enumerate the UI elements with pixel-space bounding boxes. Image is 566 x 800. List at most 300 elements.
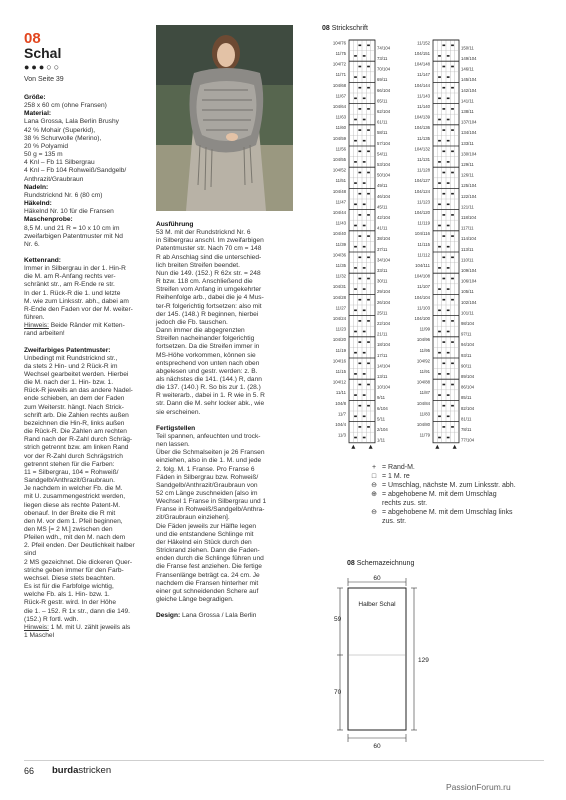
col2.fert-line: Fäden in Silbergrau bzw. Rohweiß/ <box>156 473 259 481</box>
row-label-left: 104/55 <box>332 157 346 162</box>
row-label-right: 14/104 <box>377 363 391 369</box>
col1.zweif-line: vor der R-Zahl durch Schrägstrich <box>24 452 123 460</box>
col2.ausf-line: entsprechend von unten nach oben <box>156 359 260 367</box>
row-label-left: 104/64 <box>332 104 346 109</box>
schema-bottom-width: 60 <box>373 743 381 750</box>
instructions-column-1 <box>24 94 159 640</box>
row-label-right: 66/104 <box>377 87 391 93</box>
row-label-right: 106/104 <box>461 278 477 284</box>
row-label-left: 104/76 <box>332 40 346 46</box>
row-label-left: 104/96 <box>416 337 430 343</box>
row-label-left: 11/152 <box>417 40 430 46</box>
crochet-heading: Häkelnd: <box>24 200 52 208</box>
col1.zweif-line: den M. vor dem 1. Pfeil beginnen, <box>24 517 123 525</box>
row-label-left: 104/52 <box>332 167 346 173</box>
hint-2: Hinweis: 1 M. mit U. zählt jeweils als <box>24 623 131 631</box>
row-label-left: 104/139 <box>414 114 430 120</box>
col1.zweif-line: liegen diese als rechte Patent-M. <box>24 501 121 509</box>
row-label-left: 11/71 <box>335 72 346 78</box>
col1.zweif-line: die M. nach der 1. Hin- bzw. 1. <box>24 379 114 387</box>
row-label-right: 113/11 <box>461 246 474 252</box>
col2.ausf-line: ter-R folgerichtig fortsetzen: also mit <box>156 302 262 310</box>
row-label-right: 125/104 <box>461 183 477 189</box>
row-label-left: 104/108 <box>414 273 430 279</box>
row-label-left: 11/115 <box>417 241 430 247</box>
col2.ausf-line: Reihenfolge arb., dabei die je 4 Mus- <box>156 294 264 302</box>
row-label-left: 104/31 <box>332 284 346 290</box>
row-label-right: 42/104 <box>377 215 391 220</box>
col2.fert-line: Die Fäden jeweils zur Hälfte legen <box>156 522 257 530</box>
col1.material-line: Lana Grossa, Lala Berlin Brushy <box>24 118 119 126</box>
schema-left-upper: 59 <box>334 616 342 623</box>
col1.zweif-line: ende schieben, an dem der Faden <box>24 395 125 403</box>
pattern-heading: Zweifarbiges Patentmuster: <box>24 346 111 354</box>
row-label-left: 104/88 <box>416 379 430 385</box>
col2.ausf-line: sie erscheinen. <box>156 408 201 416</box>
row-label-left: 11/147 <box>417 72 430 78</box>
row-label-left: 104/124 <box>414 188 430 194</box>
col1.ketten-line: R-Ende den Faden vor der M. weiter- <box>24 305 133 313</box>
row-label-left: 104/72 <box>332 61 346 67</box>
col2.fert-line: zit/Graubraun einziehen]. <box>156 514 230 522</box>
col2.fert-line: Fransenlänge beträgt ca. 24 cm. Je <box>156 571 260 579</box>
row-label-right: 149/104 <box>461 56 477 61</box>
row-label-right: 126/11 <box>461 172 474 178</box>
row-label-left: 11/103 <box>417 305 430 311</box>
hint-1b: rand arbeiten! <box>24 330 65 338</box>
gauge-text <box>24 225 159 249</box>
material-list <box>24 118 159 183</box>
col1.material-line: 4 Knl – Fb 104 Rohweiß/Sandgelb/ <box>24 167 127 175</box>
col1.material-line: 4 Knl – Fb 11 Silbergrau <box>24 159 95 167</box>
instructions-column-2 <box>156 221 301 620</box>
row-label-right: 70/104 <box>377 66 391 72</box>
row-label-left: 104/136 <box>414 125 430 131</box>
row-label-left: 11/43 <box>335 220 346 226</box>
legend-row <box>368 499 548 508</box>
row-label-left: 11/39 <box>335 241 346 247</box>
repeat-arrow-icon <box>351 445 355 449</box>
row-label-right: 109/104 <box>461 268 477 273</box>
row-label-right: 86/104 <box>461 384 475 390</box>
col2.ausf-line: jedoch die Fb. tauschen. <box>156 318 228 326</box>
row-label-right: 13/11 <box>377 374 388 379</box>
row-label-right: 38/104 <box>377 236 391 242</box>
col1.maschen-line: zweifarbigen Patentmuster mit Nd <box>24 232 123 240</box>
row-label-left: 104/84 <box>416 400 430 406</box>
col1.zweif-line: mit U. zusammengestrickt werden, <box>24 493 126 501</box>
col2.fert-line: Teil spannen, anfeuchten und trock- <box>156 432 261 440</box>
schema-top-width: 60 <box>373 575 381 582</box>
row-label-left: 11/75 <box>335 51 346 56</box>
row-label-right: 93/11 <box>461 352 472 358</box>
row-label-right: 53/104 <box>377 162 391 167</box>
col1.zweif-line: (152.) R fortl. wdh. <box>24 615 79 623</box>
row-label-left: 104/12 <box>332 379 346 385</box>
legend-row <box>368 463 548 472</box>
row-label-right: 41/11 <box>377 225 388 231</box>
col2.ausf-line: Dann immer die abgegrenzten <box>156 327 245 335</box>
legend-text: = abgehobene M. mit dem Umschlag <box>382 491 497 498</box>
row-label-right: 58/11 <box>377 130 388 136</box>
row-label-left: 11/56 <box>335 146 346 152</box>
row-label-right: 97/11 <box>461 331 472 337</box>
scarf-model-image <box>156 25 293 211</box>
row-label-right: 61/11 <box>377 119 388 125</box>
row-label-left: 104/111 <box>415 263 430 268</box>
row-label-left: 11/112 <box>417 252 430 258</box>
col1.ketten-line: schränkt str., am R-Ende re str. <box>24 281 115 289</box>
legend-text: zus. str. <box>382 518 407 525</box>
knitting-chart <box>322 36 512 456</box>
col1.zweif-line: Je nachdem in welcher Fb. die M. <box>24 485 123 493</box>
pattern-title: Schal <box>24 45 62 61</box>
schema-right: 129 <box>418 657 429 664</box>
chart-legend <box>368 463 548 526</box>
row-label-left: 11/140 <box>417 104 430 109</box>
col1.zweif-line: da stets 2 Hin- und 2 Rück-R im <box>24 362 118 370</box>
col1.zweif-line: 11 = Silbergrau, 104 = Rohweiß/ <box>24 468 119 476</box>
needles-text: Rundstricknd Nr. 6 (80 cm) <box>24 191 103 199</box>
row-label-left: 104/104 <box>414 294 430 300</box>
row-label-right: 2/104 <box>377 427 388 432</box>
row-label-right: 81/11 <box>461 416 472 422</box>
legend-text: = 1 M. re <box>382 473 410 480</box>
row-label-right: 89/104 <box>461 374 475 379</box>
edge-heading: Kettenrand: <box>24 256 61 264</box>
row-label-right: 29/104 <box>377 289 391 295</box>
col1.zweif-line: Rand nach der R-Zahl durch Schräg- <box>24 436 133 444</box>
col1.material-line: 42 % Mohair (Superkid), <box>24 126 96 134</box>
from-page: Von Seite 39 <box>24 76 64 83</box>
row-label-right: 22/104 <box>377 321 391 326</box>
col2.fert-line: gleiche Länge begradigen. <box>156 596 234 604</box>
col1.zweif-line: obenauf. In der Breite die R mit <box>24 509 116 517</box>
row-label-left: 104/24 <box>332 316 346 321</box>
row-label-right: 6/104 <box>377 405 388 411</box>
schema-title: 08 Schemazeichnung <box>347 560 415 567</box>
col1.zweif-line: die 1. – 152. R 1x str., dann die 149. <box>24 607 130 615</box>
row-label-left: 11/27 <box>335 305 346 311</box>
row-label-left: 104/92 <box>416 358 430 364</box>
schema-drawing <box>332 570 462 750</box>
row-label-left: 11/19 <box>335 347 346 353</box>
row-label-left: 104/36 <box>332 252 346 258</box>
col2.ausf-line: die 137. (140.) R. So bis zur 1. (28.) <box>156 384 261 392</box>
schema-left-lower: 70 <box>334 689 342 696</box>
row-label-left: 104/144 <box>414 82 430 88</box>
finishing-text <box>156 433 301 604</box>
row-label-left: 11/87 <box>419 390 430 396</box>
row-label-right: 1/11 <box>377 437 386 443</box>
row-label-right: 26/104 <box>377 299 391 305</box>
crochet-text: Häkelnd Nr. 10 für die Fransen <box>24 208 114 216</box>
col1.zweif-line: zum Weiterstr. hängt. Nach Strick- <box>24 403 124 411</box>
col2.fert-line: Über die Schmalseiten je 26 Fransen <box>156 449 265 457</box>
row-label-left: 11/7 <box>337 411 346 417</box>
row-label-right: 49/11 <box>377 183 388 189</box>
row-label-right: 17/11 <box>377 352 388 358</box>
row-label-right: 114/104 <box>461 236 477 242</box>
row-label-right: 50/104 <box>377 172 391 178</box>
legend-symbol-icon: + <box>371 464 377 471</box>
row-label-left: 11/63 <box>335 114 346 120</box>
col2.ausf-line: abgelesen und gestr. werden: z. B. <box>156 367 258 375</box>
execution-text <box>156 229 301 417</box>
row-label-left: 104/48 <box>332 188 346 194</box>
row-label-left: 11/32 <box>335 273 346 279</box>
row-label-right: 94/104 <box>461 342 475 348</box>
col2.ausf-line: Streifen vom Anfang in umgekehrter <box>156 286 262 294</box>
row-label-left: 104/116 <box>414 231 430 237</box>
col1.zweif-line: die Rück-R. Die Zahlen am rechten <box>24 428 127 436</box>
row-label-left: 104/44 <box>332 210 346 215</box>
col2.fert-line: enden durch die Schlinge führen und <box>156 555 264 563</box>
col2.ausf-line: als nächstes die 141. (144.) R, dann <box>156 375 262 383</box>
row-label-left: 104/16 <box>332 358 346 364</box>
row-label-right: 21/11 <box>377 331 388 337</box>
col2.ausf-line: str. Dann die M. sehr locker abk., wie <box>156 400 265 408</box>
col1.zweif-line: bezeichnen die Hin-R, links außen <box>24 419 125 427</box>
row-label-right: 33/11 <box>377 268 388 273</box>
size-heading: Größe: <box>24 94 46 101</box>
row-label-left: 11/51 <box>335 178 346 184</box>
row-label-right: 10/104 <box>377 384 391 390</box>
row-label-right: 121/11 <box>461 204 474 210</box>
row-label-left: 104/20 <box>332 337 346 343</box>
row-label-left: 11/79 <box>419 432 430 438</box>
row-label-left: 11/11 <box>335 390 346 396</box>
row-label-left: 11/35 <box>335 263 346 268</box>
row-label-left: 104/151 <box>414 51 430 56</box>
legend-text: = Rand-M. <box>382 464 415 471</box>
col2.fert-line: Strickrand ziehen. Dann die Faden- <box>156 547 260 555</box>
legend-symbol-icon: ⊖ <box>371 509 377 516</box>
col2.ausf-line: in Silbergrau anschl. Im zweifarbigen <box>156 237 264 245</box>
row-label-right: 73/11 <box>377 56 388 61</box>
legend-symbol-icon: ⊕ <box>371 491 377 498</box>
col2.fert-line: einziehen, also in die 1. M. und jede <box>156 457 262 465</box>
col1.ketten-line: Immer in Silbergrau in der 1. Hin-R <box>24 265 126 273</box>
row-label-right: 62/104 <box>377 109 391 114</box>
col2.fert-line: 2. folg. M. 1 Franse. Pro Franse 6 <box>156 465 255 473</box>
row-label-right: 122/104 <box>461 193 477 199</box>
schema-label: Halber Schal <box>358 601 396 608</box>
col1.zweif-line: Es ist für die Farbfolge wichtig, <box>24 583 114 591</box>
col2.ausf-line: R weiterarb., dabei in 1. R wie in 5. R <box>156 392 265 400</box>
legend-text: = abgehobene M. mit dem Umschlag links <box>382 509 513 516</box>
row-label-left: 11/95 <box>419 347 430 353</box>
col1.material-line: 50 g = 135 m <box>24 151 63 159</box>
legend-row <box>368 517 548 526</box>
col1.zweif-line: Rück-R jeweils an das andere Nadel- <box>24 387 133 395</box>
row-label-right: 46/104 <box>377 193 391 199</box>
chart-title: 08 Strickschrift <box>322 25 368 32</box>
row-label-left: 11/23 <box>335 326 346 332</box>
col1.zweif-line: Wechsel gearbeitet werden. Hierbei <box>24 371 129 378</box>
difficulty-rating: ●●●○○ <box>24 62 62 72</box>
row-label-left: 104/127 <box>414 178 430 184</box>
gauge-heading: Maschenprobe: <box>24 216 73 224</box>
row-label-left: 104/100 <box>414 316 430 321</box>
row-label-right: 78/11 <box>461 427 472 432</box>
size-text: 258 x 60 cm (ohne Fransen) <box>24 102 107 110</box>
material-heading: Material: <box>24 110 52 118</box>
col2.ausf-line: 53 M. mit der Rundstricknd Nr. 6 <box>156 229 251 237</box>
legend-row <box>368 490 548 499</box>
row-label-right: 133/11 <box>461 140 474 146</box>
col1.material-line: 20 % Polyamid <box>24 142 68 150</box>
col2.ausf-line: Nun die 149. (152.) R 62x str. = 248 <box>156 269 261 277</box>
row-label-right: 34/104 <box>377 257 391 263</box>
row-label-left: 11/135 <box>417 135 430 141</box>
row-label-right: 37/11 <box>377 246 388 252</box>
footer-rule <box>24 760 544 761</box>
row-label-right: 150/11 <box>461 45 474 51</box>
row-label-right: 101/11 <box>461 310 474 316</box>
page-number: 66 <box>24 766 35 776</box>
repeat-arrow-icon <box>453 445 457 449</box>
col2.fert-line: Franse in Rohweiß/Sandgelb/Anthra- <box>156 506 265 514</box>
col1.ketten-line: die M. am R-Anfang rechts ver- <box>24 273 116 281</box>
legend-text: = Umschlag, nächste M. zum Linksstr. abh. <box>382 482 516 489</box>
row-label-right: 74/104 <box>377 45 391 51</box>
col1.ketten-line: führen. <box>24 314 45 322</box>
row-label-right: 30/11 <box>377 278 388 284</box>
magazine-brand: burdastricken <box>52 765 112 776</box>
hint-2b: 1 Maschel <box>24 632 55 639</box>
col2.ausf-line: fortsetzen. Da die Streifen immer in <box>156 343 260 351</box>
row-label-left: 11/128 <box>417 167 430 173</box>
pattern-number: 08 <box>24 30 41 47</box>
row-label-left: 104/28 <box>332 294 346 300</box>
legend-symbol-icon: □ <box>371 473 377 480</box>
row-label-right: 105/11 <box>461 289 474 295</box>
row-label-left: 104/59 <box>332 135 346 141</box>
legend-row <box>368 508 548 517</box>
col1.material-line: Anthrazit/Graubraun <box>24 175 84 183</box>
row-label-right: 134/104 <box>461 130 477 136</box>
col1.material-line: 38 % Schurwolle (Merino), <box>24 134 102 142</box>
row-label-right: 118/104 <box>461 215 477 220</box>
col2.fert-line: Wechsel 1 Franse in Silbergrau und 1 <box>156 498 267 506</box>
row-label-left: 104/120 <box>414 210 430 215</box>
row-label-left: 104/132 <box>414 146 430 152</box>
row-label-left: 11/123 <box>417 199 430 205</box>
row-label-left: 11/60 <box>335 125 346 131</box>
col1.maschen-line: Nr. 6. <box>24 240 40 248</box>
col1.maschen-line: 8,5 M. und 21 R = 10 x 10 cm im <box>24 224 120 232</box>
col2.ausf-line: Patentmuster str. Nach 70 cm = 148 <box>156 245 262 253</box>
row-label-left: 104/68 <box>332 82 346 88</box>
col1.zweif-line: getrennt stehen für die Farben: <box>24 460 115 468</box>
row-label-left: 11/91 <box>419 369 430 374</box>
row-label-right: 45/11 <box>377 204 388 210</box>
col2.ausf-line: lich breiten Streifen beendet. <box>156 261 240 269</box>
edge-text <box>24 265 159 322</box>
row-label-right: 18/104 <box>377 342 391 348</box>
row-label-left: 11/119 <box>417 220 430 226</box>
legend-row <box>368 481 548 490</box>
hint-1: Hinweis: Beide Ränder mit Ketten- <box>24 322 125 330</box>
row-label-right: 145/104 <box>461 77 477 83</box>
row-label-left: 104/40 <box>332 231 346 237</box>
row-label-left: 11/143 <box>417 93 430 99</box>
col2.fert-line: der Häkelnd ein Stück durch den <box>156 538 252 546</box>
execution-heading: Ausführung <box>156 221 194 228</box>
col1.zweif-line: den MS [= 2 M.] zwischen den <box>24 525 113 533</box>
col1.zweif-line: 2. Pfeil enden. Der Deutlichkeit halber <box>24 542 135 550</box>
col2.ausf-line: R ab Anschlag sind die unterschied- <box>156 253 262 261</box>
legend-symbol-icon: ⊖ <box>371 482 377 489</box>
row-label-right: 129/11 <box>461 162 474 167</box>
col1.zweif-line: 2 MS gezeichnet. Die dickeren Quer- <box>24 558 133 566</box>
col2.ausf-line: Streifen nacheinander folgerichtig <box>156 335 255 343</box>
repeat-arrow-icon <box>435 445 439 449</box>
needles-heading: Nadeln: <box>24 183 49 191</box>
schema-svg <box>332 570 462 750</box>
row-label-left: 11/83 <box>419 411 430 417</box>
row-label-right: 137/104 <box>461 119 477 125</box>
row-label-right: 102/104 <box>461 299 477 305</box>
pattern-text <box>24 355 159 624</box>
row-label-left: 11/131 <box>417 157 430 162</box>
col1.zweif-line: strich getrennt bzw. am linken Rand <box>24 444 129 452</box>
row-label-right: 54/11 <box>377 151 388 157</box>
row-label-right: 142/104 <box>461 87 477 93</box>
row-label-right: 110/11 <box>461 257 474 263</box>
row-label-left: 11/99 <box>419 326 430 332</box>
row-label-right: 57/104 <box>377 140 391 146</box>
row-label-left: 104/148 <box>414 61 430 67</box>
repeat-arrow-icon <box>369 445 373 449</box>
design-credit: Design: Lana Grossa / Lala Berlin <box>156 612 257 620</box>
col2.ausf-line: der 145. (148.) R beginnen, hierbei <box>156 310 259 318</box>
row-label-right: 82/104 <box>461 405 475 411</box>
row-label-left: 104/4 <box>335 422 346 427</box>
row-label-left: 11/47 <box>335 199 346 205</box>
row-label-left: 11/107 <box>417 284 430 290</box>
col1.zweif-line: Pfeilen wdh., mit den M. nach dem <box>24 534 126 542</box>
legend-text: rechts zus. str. <box>382 500 428 507</box>
col2.fert-line: nachdem die Fransen hinterher mit <box>156 579 259 587</box>
legend-row <box>368 472 548 481</box>
chart-block <box>333 40 391 449</box>
row-label-left: 11/67 <box>335 93 346 99</box>
col2.fert-line: nen lassen. <box>156 441 190 449</box>
row-label-left: 104/80 <box>416 422 430 427</box>
row-label-right: 9/11 <box>377 395 386 401</box>
col1.zweif-line: striche geben immer für den Farb- <box>24 566 124 574</box>
col1.zweif-line: Rück-R gestr. wird. In der Höhe <box>24 599 116 607</box>
watermark: PassionForum.ru <box>446 782 511 792</box>
row-label-right: 138/11 <box>461 109 474 114</box>
col1.zweif-line: wechsel. Diese stets beachten. <box>24 574 115 582</box>
row-label-left: 11/15 <box>335 369 346 374</box>
col1.zweif-line: welche Fb. als 1. Hin- bzw. 1. <box>24 591 110 599</box>
knitting-chart-grid <box>322 36 512 456</box>
col2.ausf-line: R bzw. 118 cm. Anschließend die <box>156 278 253 286</box>
finishing-heading: Fertigstellen <box>156 424 196 432</box>
col1.zweif-line: sind <box>24 550 37 558</box>
col2.fert-line: 52 cm Länge zuschneiden [also im <box>156 490 258 497</box>
col1.zweif-line: Sandgelb/Anthrazit/Graubraun. <box>24 477 115 485</box>
col2.fert-line: einer gut schneidenden Schere auf <box>156 587 259 595</box>
row-label-right: 90/11 <box>461 363 472 369</box>
col2.ausf-line: MS-Höhe vorkommen, können sie <box>156 351 256 359</box>
col2.fert-line: und die entstandene Schlinge mit <box>156 530 254 538</box>
model-photo <box>156 25 293 211</box>
